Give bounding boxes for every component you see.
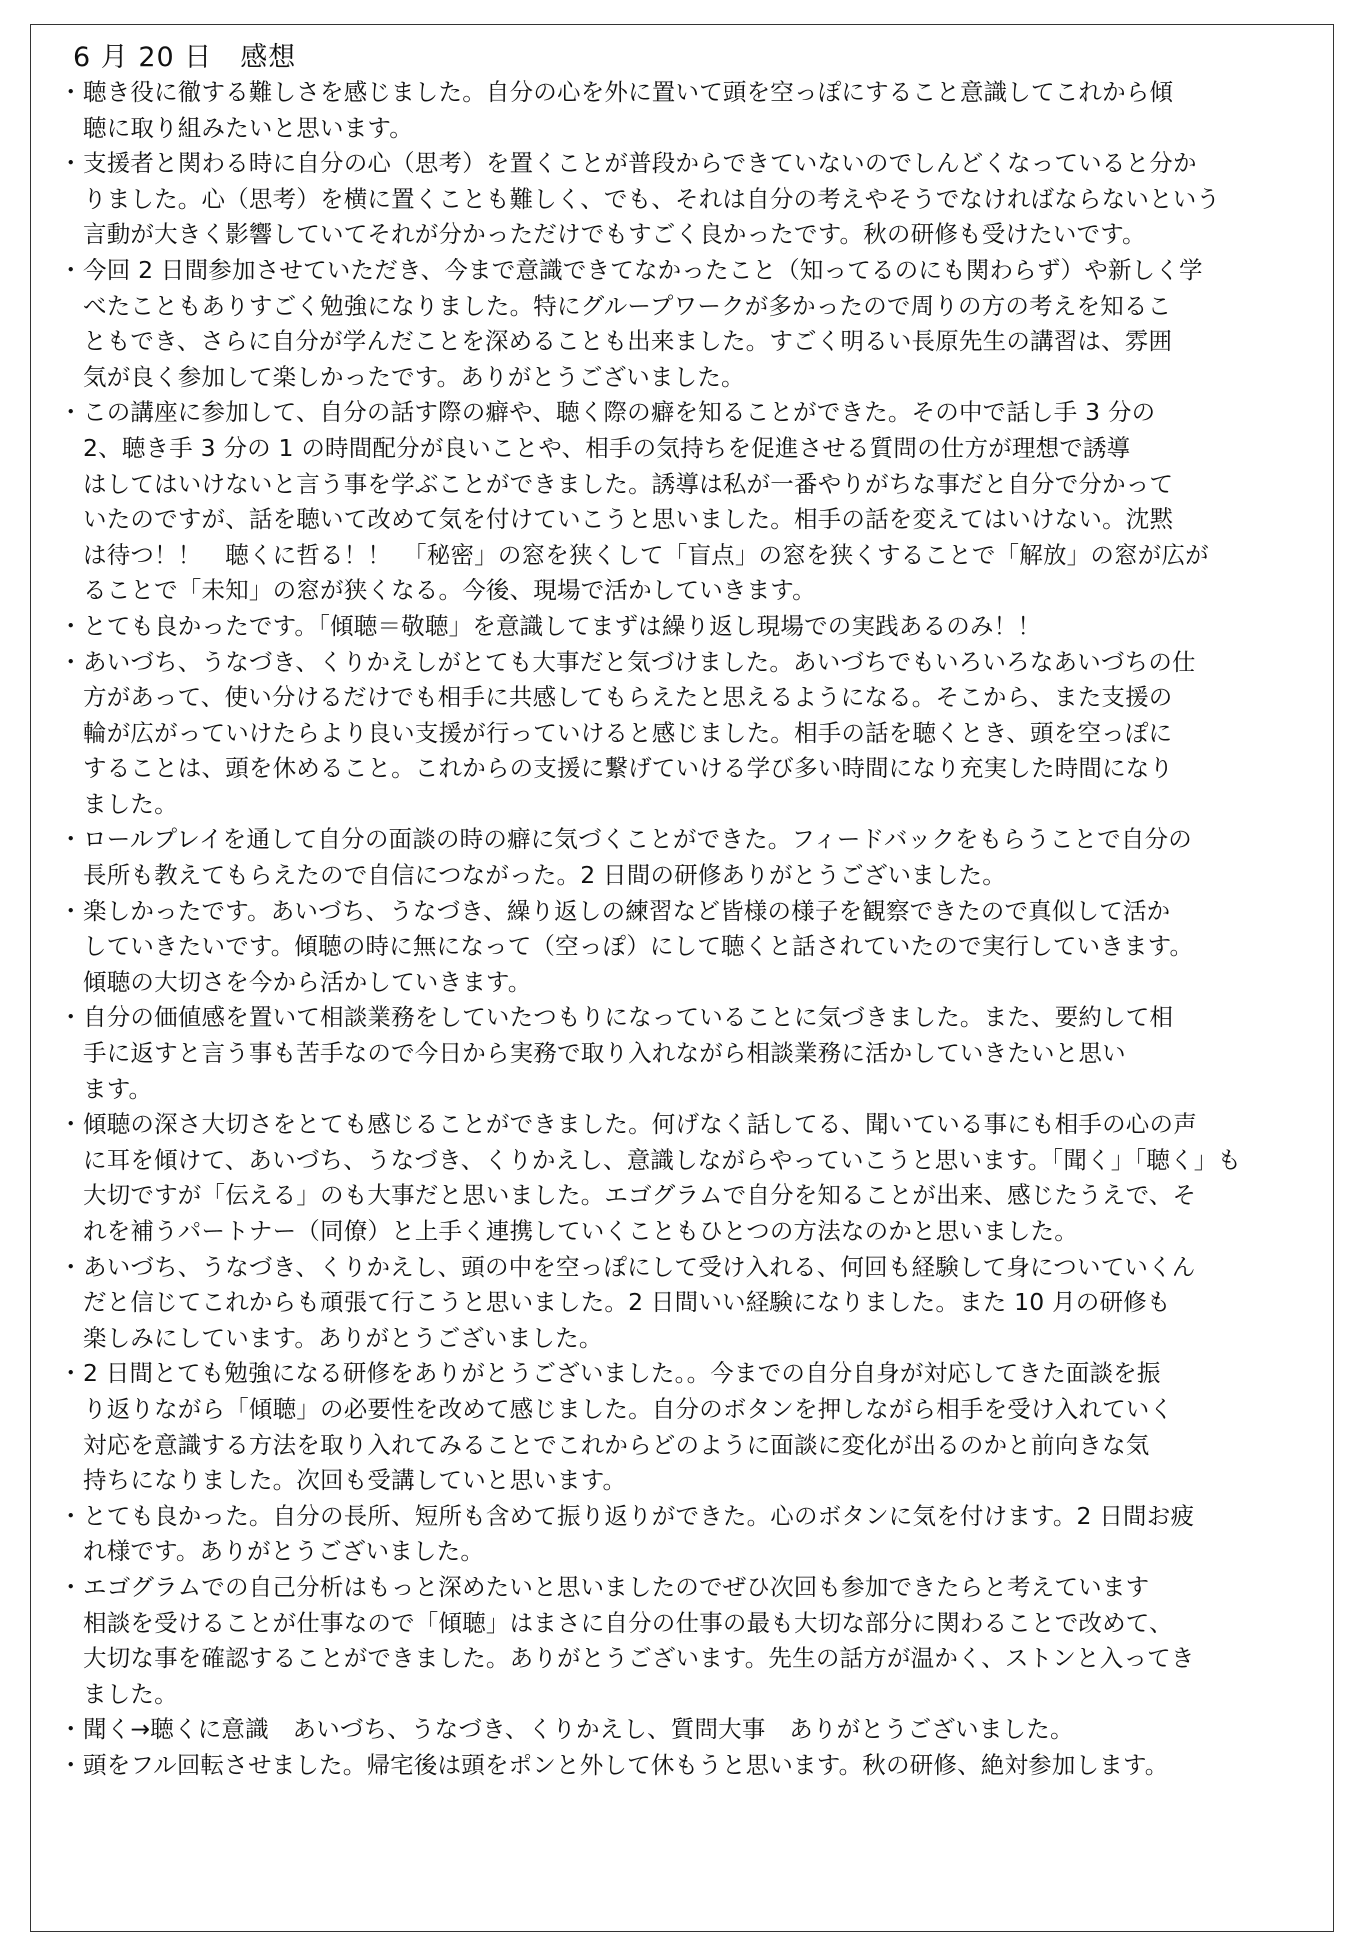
comment-item [47,894,1311,1001]
comment-line: あいづち、うなづき、くりかえし、頭の中を空っぽにして受け入れる、何回も経験して身についていくん [83,1252,1196,1281]
comment-line: 聴に取り組みたいと思います。 [83,113,413,142]
comment-line: 楽しかったです。あいづち、うなづき、繰り返しの練習など皆様の様子を観察できたので真似して活か [83,896,1171,925]
bullet-mark: ・ [59,78,83,106]
comment-item [47,75,1311,146]
comment-line: 大切な事を確認することができました。ありがとうございます。先生の話方が温かく、ストンと入ってき [83,1644,1195,1673]
comment-line: ともでき、さらに自分が学んだことを深めることも出来ました。すごく明るい長原先生の講習は、雰囲 [83,327,1173,356]
comment-line: この講座に参加して、自分の話す際の癖や、聴く際の癖を知ることができた。その中で話し手 3 分の [83,398,1156,427]
comment-line: 気が良く参加して楽しかったです。ありがとうございました。 [83,362,745,391]
comment-line: れを補うパートナー（同僚）と上手く連携していくこともひとつの方法なのかと思いました。 [83,1217,1078,1245]
bullet-mark: ・ [59,896,83,925]
comment-line: 自分の価値感を置いて相談業務をしていたつもりになっていることに気づきました。また、要約して相 [83,1003,1174,1032]
comment-line: れ様です。ありがとうございました。 [83,1537,485,1566]
comment-line: 楽しみにしています。ありがとうございました。 [83,1323,603,1352]
comment-line: 聴き役に徹する難しさを感じました。自分の心を外に置いて頭を空っぽにすること意識してこれから傾 [83,78,1174,106]
bullet-mark: ・ [59,825,83,854]
comment-line: 大切ですが「伝える」のも大事だと思いました。エゴグラムで自分を知ることが出来、感じたうえで、そ [83,1181,1197,1210]
bullet-mark: ・ [59,1003,83,1032]
comment-line: ました。 [83,789,178,818]
comment-list [47,75,1311,1784]
comment-line: 輪が広がっていけたらより良い支援が行っていけると感じました。相手の話を聴くとき、頭を空っぽに [83,718,1173,747]
comment-line: ました。 [83,1679,178,1708]
comment-item [47,146,1311,253]
comment-line: 聞く→聴くに意識 あいづち、うなづき、くりかえし、質問大事 ありがとうございました。 [83,1715,1074,1744]
comment-line: していきたいです。傾聴の時に無になって（空っぽ）にして聴くと話されていたので実行していきます。 [83,932,1194,961]
comment-item [47,1107,1311,1249]
comment-item [47,609,1311,645]
comment-item [47,395,1311,609]
comment-item [47,822,1311,893]
comment-line: 今回 2 日間参加させていただき、今まで意識できてなかったこと（知ってるのにも関わらず）や新しく学 [83,255,1203,284]
bullet-mark: ・ [59,1750,83,1779]
comment-item [47,1250,1311,1357]
comment-line: だと信じてこれからも頑張て行こうと思いました。2 日間いい経験になりました。また 10 月の研修も [83,1288,1171,1317]
comment-line: ます。 [83,1074,153,1103]
comment-item [47,253,1311,395]
comment-line: 方があって、使い分けるだけでも相手に共感してもらえたと思えるようになる。そこから、また支援の [83,683,1173,712]
bullet-mark: ・ [59,1359,83,1388]
bullet-mark: ・ [59,1572,83,1601]
bullet-mark: ・ [59,611,83,640]
comment-line: 2、聴き手 3 分の 1 の時間配分が良いことや、相手の気持ちを促進させる質問の仕方が理想で誘導 [83,433,1131,462]
comment-line: は待つ！！ 聴くに哲る！！ 「秘密」の窓を狭くして「盲点」の窓を狭くすることで「解放」の窓が広が [83,540,1209,569]
comment-line: はしてはいけないと言う事を学ぶことができました。誘導は私が一番やりがちな事だと自分で分かって [83,469,1174,498]
comment-line: 相談を受けることが仕事なので「傾聴」はまさに自分の仕事の最も大切な部分に関わることで改めて、 [83,1608,1173,1637]
comment-line: ることで「未知」の窓が狭くなる。今後、現場で活かしていきます。 [83,576,816,605]
comment-line: いたのですが、話を聴いて改めて気を付けていこうと思いました。相手の話を変えてはいけない。沈黙 [83,505,1174,534]
comment-line: りました。心（思考）を横に置くことも難しく、でも、それは自分の考えやそうでなければならないという [83,184,1221,213]
comment-line: エゴグラムでの自己分析はもっと深めたいと思いましたのでぜひ次回も参加できたらと考えています [83,1572,1150,1601]
comment-item [47,1712,1311,1748]
comment-line: 傾聴の大切さを今から活かしていきます。 [83,967,532,996]
bullet-mark: ・ [59,1110,83,1139]
comment-line: 2 日間とても勉強になる研修をありがとうございました。。今までの自分自身が対応してきた面談を振 [83,1359,1161,1388]
comment-line: 持ちになりました。次回も受講していと思います。 [83,1466,627,1495]
comment-line: とても良かった。自分の長所、短所も含めて振り返りができた。心のボタンに気を付けます。2 日間お疲 [83,1501,1195,1530]
comment-line: 傾聴の深さ大切さをとても感じることができました。何げなく話してる、聞いている事にも相手の心の声 [83,1110,1197,1139]
comment-line: べたこともありすごく勉強になりました。特にグループワークが多かったので周りの方の考えを知るこ [83,291,1172,320]
comment-line: に耳を傾けて、あいづち、うなづき、くりかえし、意識しながらやっていこうと思います。「聞く」「聴く」も [83,1145,1242,1174]
comment-item [47,1356,1311,1498]
comment-item [47,1499,1311,1570]
bullet-mark: ・ [59,1715,83,1744]
comment-line: あいづち、うなづき、くりかえしがとても大事だと気づけました。あいづちでもいろいろなあいづちの仕 [83,647,1196,676]
bullet-mark: ・ [59,255,83,284]
bullet-mark: ・ [59,149,83,178]
comment-item [47,1570,1311,1712]
comment-line: り返りながら「傾聴」の必要性を改めて感じました。自分のボタンを押しながら相手を受け入れていく [83,1394,1174,1423]
comment-line: とても良かったです。「傾聴＝敬聴」を意識してまずは繰り返し現場での実践あるのみ！！ [83,611,1042,640]
comment-line: 言動が大きく影響していてそれが分かっただけでもすごく良かったです。秋の研修も受けたいです。 [83,220,1146,249]
comment-line: 対応を意識する方法を取り入れてみることでこれからどのように面談に変化が出るのかと前向きな気 [83,1430,1150,1459]
bullet-mark: ・ [59,1252,83,1281]
comment-line: 支援者と関わる時に自分の心（思考）を置くことが普段からできていないのでしんどくなっていると分か [83,149,1197,178]
page-title: 6 月 20 日 感想 [73,42,297,73]
comment-item [47,645,1311,823]
bullet-mark: ・ [59,647,83,676]
bullet-mark: ・ [59,398,83,427]
comment-sheet [30,24,1334,1932]
comment-line: 手に返すと言う事も苦手なので今日から実務で取り入れながら相談業務に活かしていきたいと思い [83,1039,1126,1068]
comment-line: 長所も教えてもらえたので自信につながった。2 日間の研修ありがとうございました。 [83,861,1006,890]
comment-item [47,1748,1311,1784]
comment-item [47,1000,1311,1107]
comment-line: することは、頭を休めること。これからの支援に繋げていける学び多い時間になり充実した時間になり [83,754,1174,783]
comment-line: ロールプレイを通して自分の面談の時の癖に気づくことができた。フィードバックをもらうことで自分の [83,825,1192,854]
comment-line: 頭をフル回転させました。帰宅後は頭をポンと外して休もうと思います。秋の研修、絶対参加します。 [83,1750,1169,1779]
bullet-mark: ・ [59,1501,83,1530]
